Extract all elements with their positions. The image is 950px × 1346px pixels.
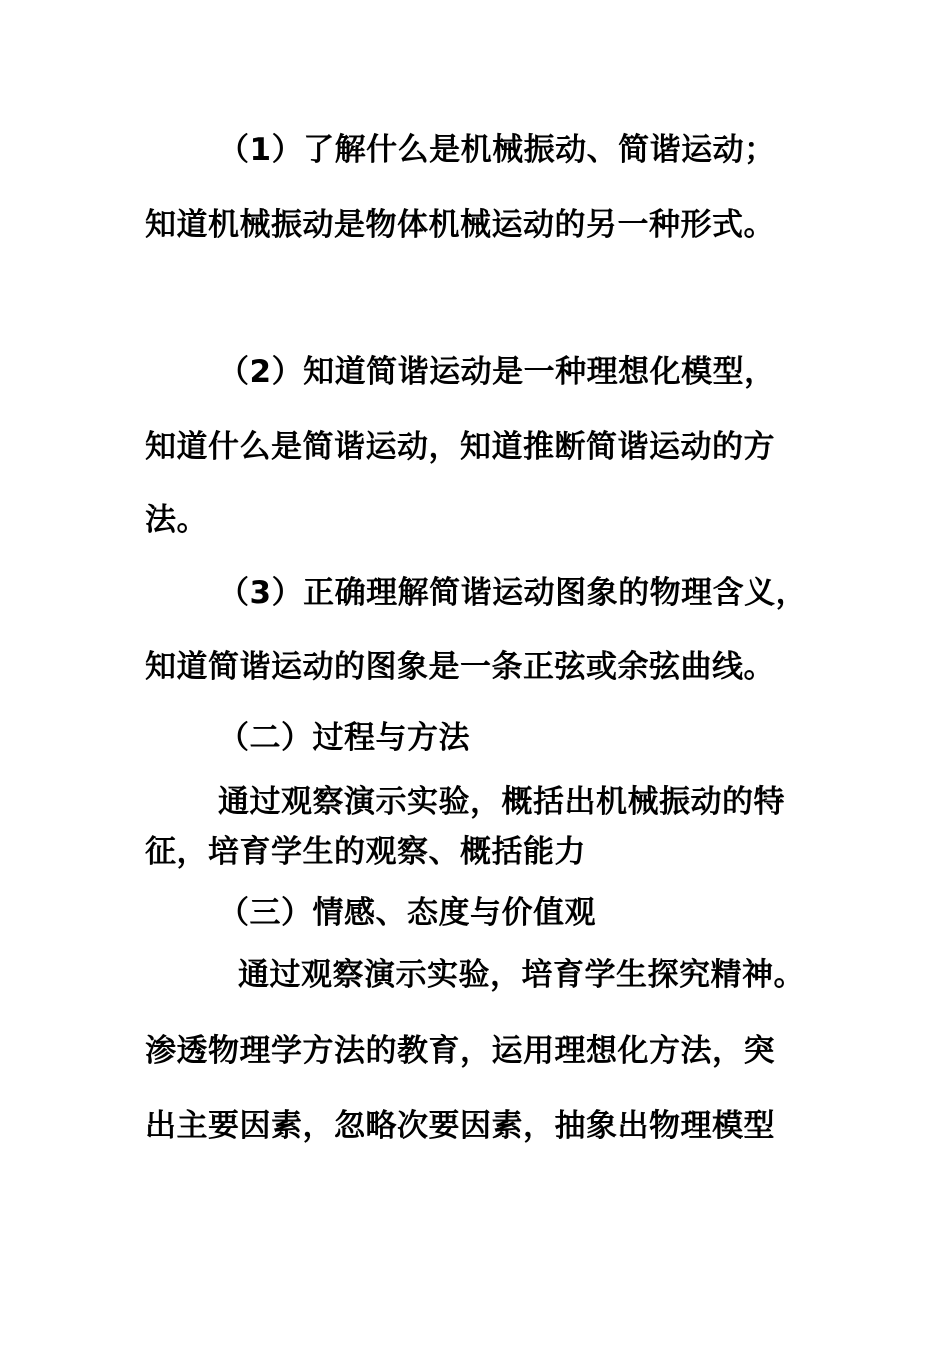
objective-2-line-3: 法。 xyxy=(145,502,208,538)
objective-3-line-1: （3）正确理解简谐运动图象的物理含义， xyxy=(218,575,808,611)
objective-1-line-2: 知道机械振动是物体机械运动的另一种形式。 xyxy=(145,207,775,243)
process-paragraph-line-1: 通过观察演示实验，概括出机械振动的特 xyxy=(218,784,785,820)
section-heading-process-method: （二）过程与方法 xyxy=(218,720,470,756)
attitude-paragraph-line-1: 通过观察演示实验，培育学生探究精神。 xyxy=(238,957,805,993)
attitude-paragraph-line-3: 出主要因素，忽略次要因素，抽象出物理模型 xyxy=(145,1108,775,1144)
process-paragraph-line-2: 征，培育学生的观察、概括能力 xyxy=(145,834,586,870)
section-heading-attitude-values: （三）情感、态度与价值观 xyxy=(218,895,596,931)
objective-2-line-2: 知道什么是简谐运动，知道推断简谐运动的方 xyxy=(145,429,775,465)
objective-2-line-1: （2）知道简谐运动是一种理想化模型， xyxy=(218,354,776,390)
attitude-paragraph-line-2: 渗透物理学方法的教育，运用理想化方法，突 xyxy=(145,1033,775,1069)
objective-3-line-2: 知道简谐运动的图象是一条正弦或余弦曲线。 xyxy=(145,649,775,685)
objective-1-line-1: （1）了解什么是机械振动、简谐运动； xyxy=(218,132,776,168)
